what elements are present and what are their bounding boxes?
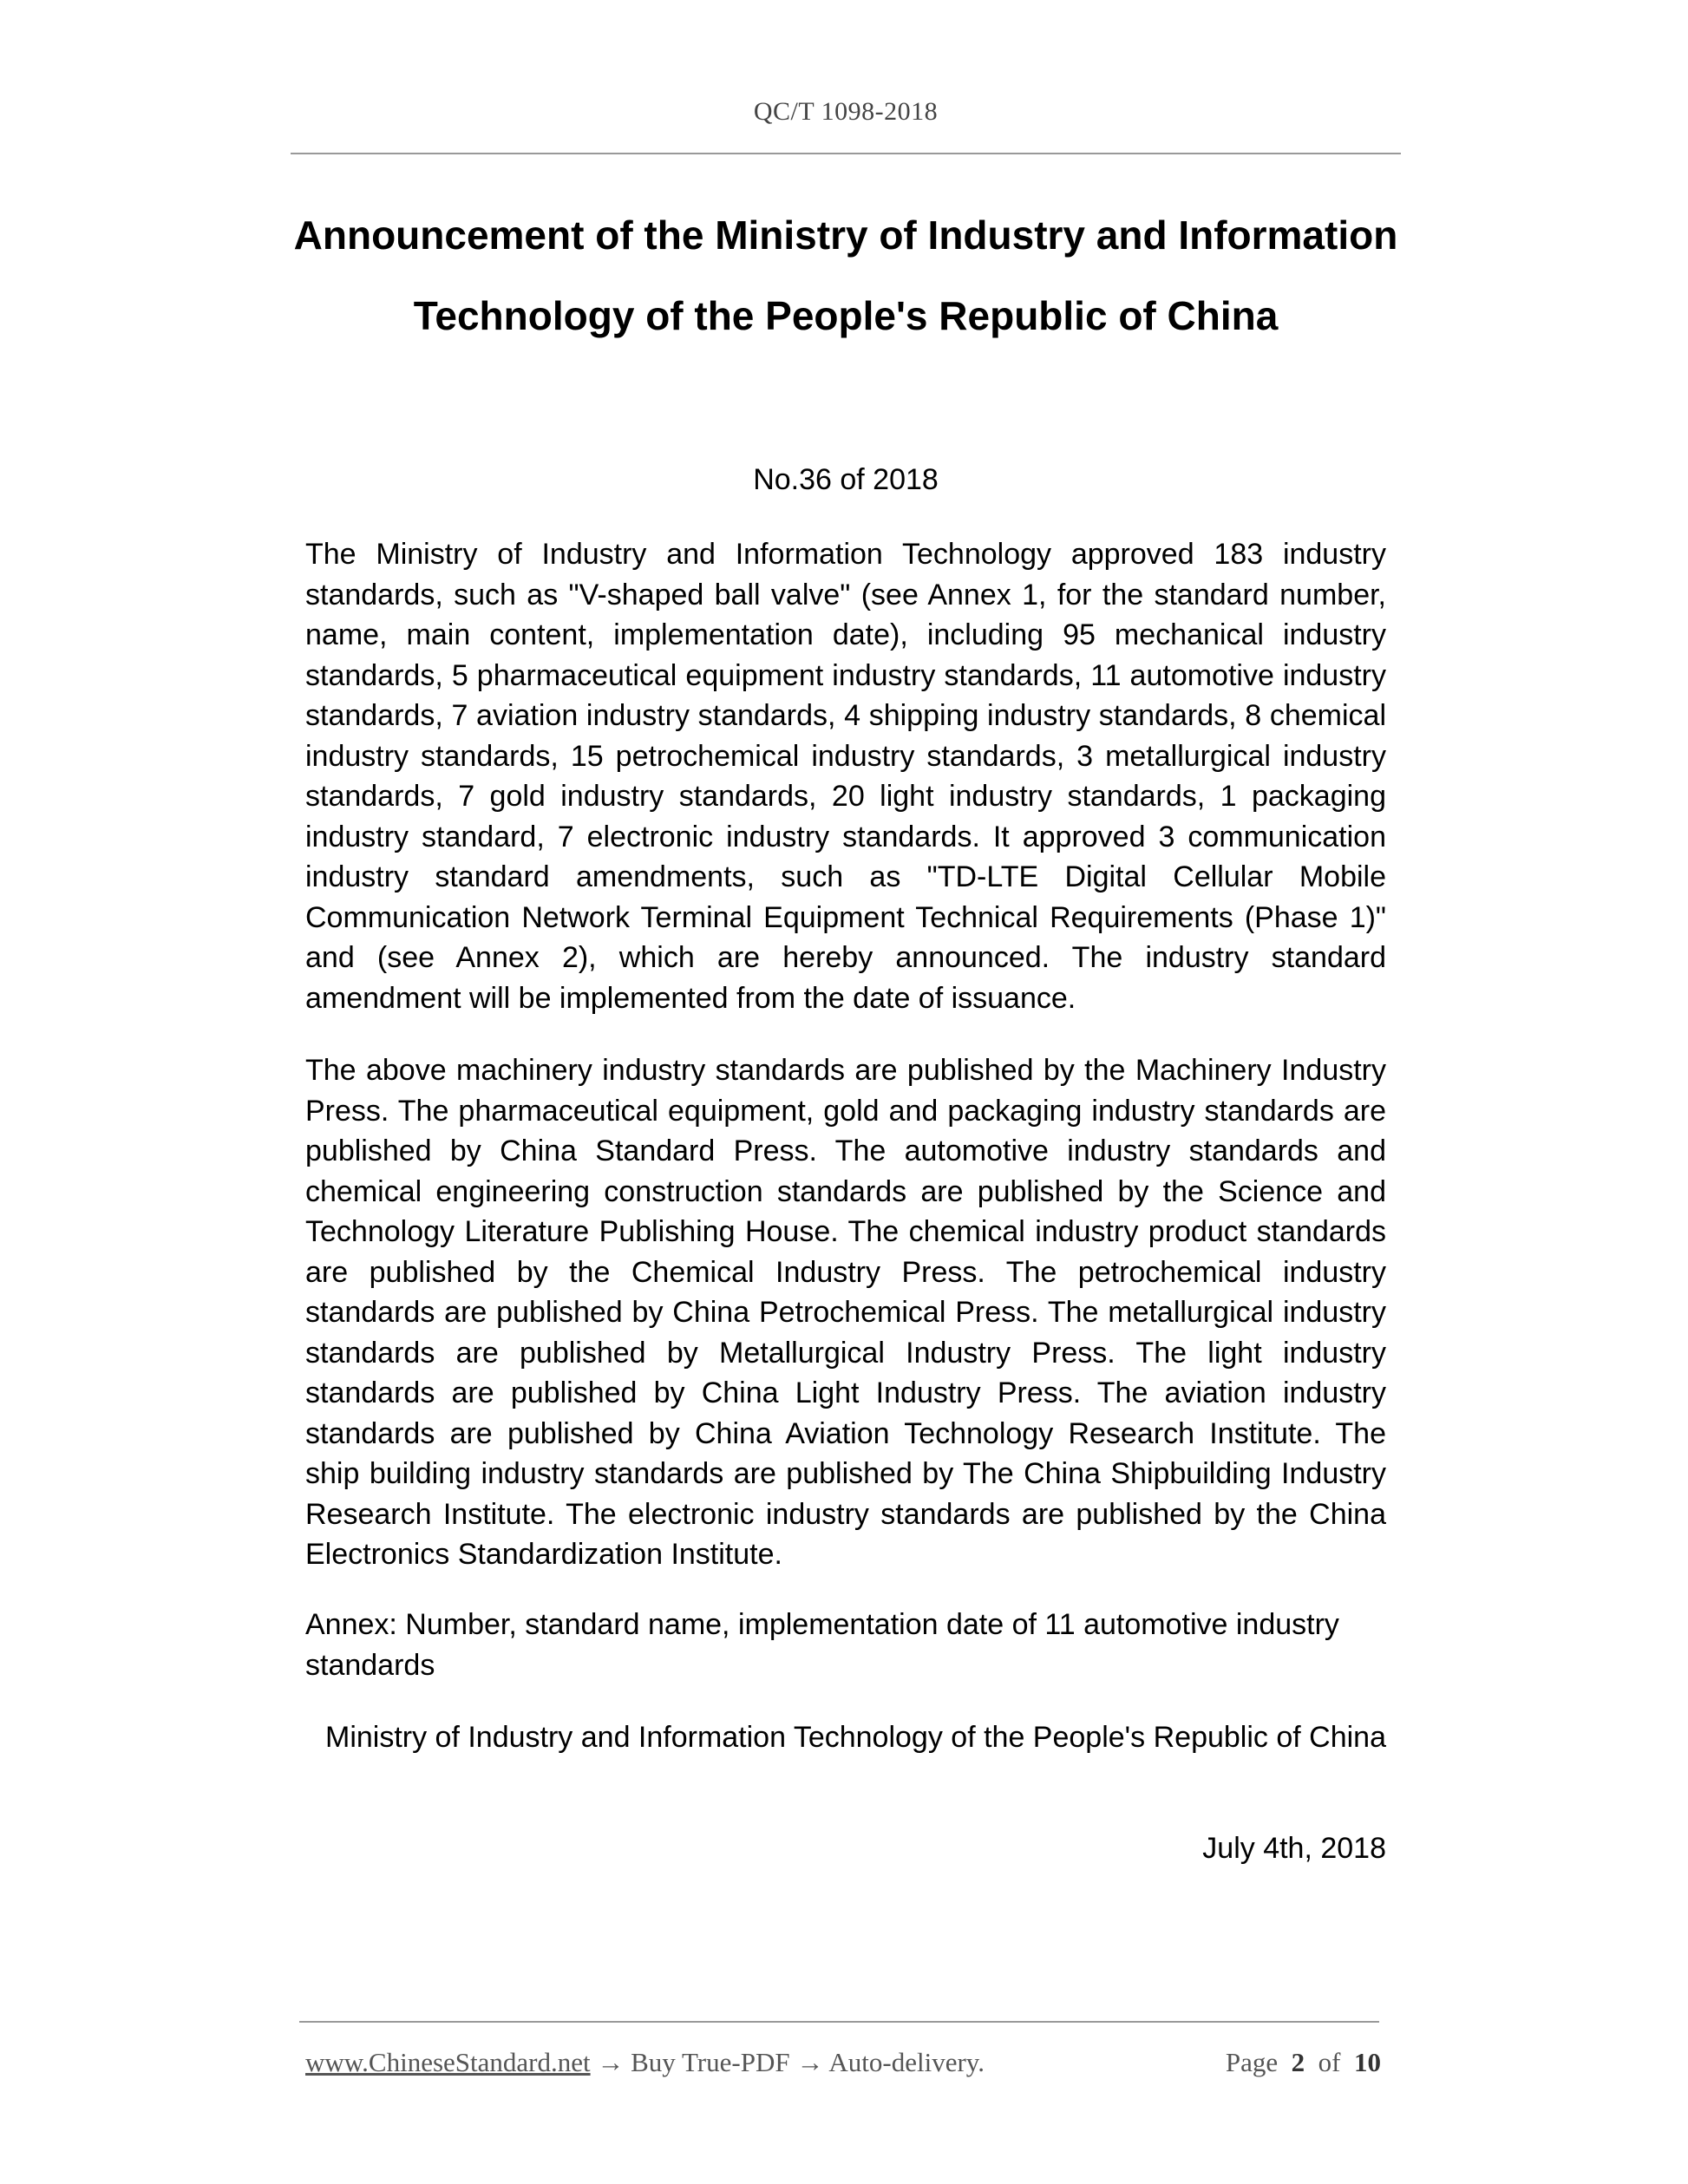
issue-date: July 4th, 2018	[1202, 1832, 1386, 1865]
header-divider	[291, 153, 1401, 154]
page-label: Page	[1225, 2047, 1279, 2077]
page-header-doc-code: QC/T 1098-2018	[753, 97, 939, 126]
paragraph-annex: Annex: Number, standard name, implementation date of 11 automotive industry standards	[305, 1608, 1339, 1682]
page-indicator	[1226, 2045, 1381, 2080]
paragraph-publishers: The above machinery industry standards are published by the Machinery Industry Press. The pharmaceutical equipment, gold and packaging industry standards are published by China Standard Press. The automotive industry standards and chemical engineering construction standards are published by the Science and Technology Literature Publishing House. The chemical industry product standards are published by the Chemical Industry Press. The petrochemical industry standards are published by China Petrochemical Press. The metallurgical industry standards are published by Metallurgical Industry Press. The light industry standards are published by China Light Industry Press. The aviation industry standards are published by China Aviation Technology Research Institute. The ship building industry standards are published by The China Shipbuilding Industry Research Institute. The electronic industry standards are published by the China Electronics Standardization Institute.	[305, 1054, 1386, 1571]
page-of-label: of	[1318, 2047, 1341, 2077]
page-total: 10	[1354, 2047, 1381, 2077]
issuer-signature: Ministry of Industry and Information Technology of the People's Republic of China	[325, 1721, 1386, 1754]
footer-promo	[305, 2045, 985, 2080]
arrow-right-icon: →	[597, 2047, 625, 2077]
arrow-right-icon: →	[796, 2047, 824, 2077]
buy-pdf-text: Buy True-PDF	[631, 2047, 790, 2077]
announcement-title: Announcement of the Ministry of Industry and Information Technology of the People's Republic of China	[293, 213, 1398, 338]
auto-delivery-text: Auto-delivery.	[828, 2047, 985, 2077]
website-link[interactable]: www.ChineseStandard.net	[305, 2047, 591, 2077]
announcement-number: No.36 of 2018	[753, 463, 939, 496]
footer-divider	[299, 2021, 1379, 2023]
page-current: 2	[1291, 2047, 1305, 2077]
paragraph-approval: The Ministry of Industry and Information Technology approved 183 industry standards, such as "V-shaped ball valve" (see Annex 1, for the standard number, name, main content, implementation date), including 95 mechanical industry standards, 5 pharmaceutical equipment industry standards, 11 automotive industry standards, 7 aviation industry standards, 4 shipping industry standards, 8 chemical industry standards, 15 petrochemical industry standards, 3 metallurgical industry standards, 7 gold industry standards, 20 light industry standards, 1 packaging industry standard, 7 electronic industry standards. It approved 3 communication industry standard amendments, such as "TD-LTE Digital Cellular Mobile Communication Network Terminal Equipment Technical Requirements (Phase 1)" and (see Annex 2), which are hereby announced. The industry standard amendment will be implemented from the date of issuance.	[305, 538, 1386, 1015]
